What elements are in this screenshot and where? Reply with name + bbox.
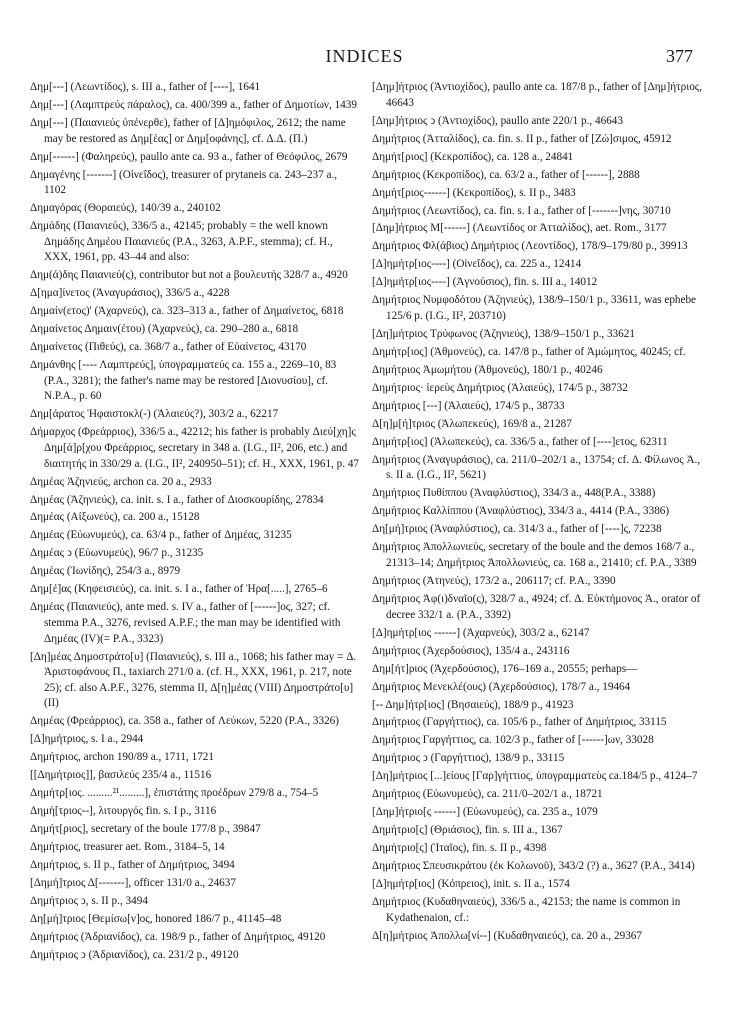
index-entry: Δημέας (Παιανιεύς), ante med. s. IV a., father of [------]ος, 327; cf. stemma P.A., 3276, revised A.P.F.; the man may be identified with Δημέας (IV)(= P.A., 3323) bbox=[30, 601, 341, 645]
index-entry: Δημαγένης [-------] (Οἰνεΐδος), treasurer of prytaneis ca. 243–237 a., 1102 bbox=[30, 168, 338, 197]
index-entry: [Δη]μήτριος [...]είους [Γαρ]γήττιος, ὑπογραμματεὺς ca.184/5 p., 4124–7 bbox=[372, 770, 698, 783]
index-entry: Δημήτριος (Ἀτηνεύς), 173/2 a., 206117; cf. P.A., 3390 bbox=[372, 575, 616, 587]
index-entry: Δημήτριος (Ἀτταλίδος), ca. fin. s. II p., father of [Ζώ]σιμος, 45912 bbox=[372, 132, 672, 145]
index-entry: Δ[ημα]ίνετος (Ἀναγυράσιος), 336/5 a., 4228 bbox=[30, 287, 230, 300]
page-title: INDICES bbox=[325, 46, 404, 66]
index-entry: Δημέας (Ἀζηνιεύς), ca. init. s. I a., father of Διοσκουρίδης, 27834 bbox=[30, 493, 324, 506]
index-entry: Δημήτριος (Εὐωνυμεύς), ca. 211/0–202/1 a., 18721 bbox=[372, 788, 603, 801]
index-entry: Δημήτριο[ς] (Ἰταῖος), fin. s. II p., 4398 bbox=[372, 842, 547, 855]
index-entry: Δημήτριος Ἀπολλωνιεύς, secretary of the boule and the demos 168/7 a., 21313–14; Δημήτριος Ἀπολλωνιεύς, ca. 168 a., 21410; cf. P.A., 3389 bbox=[372, 541, 697, 570]
index-entry: Δημάνθης [---- Λαμπτρεύς], ὑπογραμματεύς ca. 155 a., 2269–10, 83 (P.A., 3281); the father's name may be restored [Διονυσίου], cf. N.P.A., p. 60 bbox=[30, 359, 337, 403]
index-entry: Δημήτριος Ἀφ(ι)δναῖο(ς), 328/7 a., 4924; cf. Δ. Εὐκτήμονος Ἀ., orator of decree 332/1 a. (P.A., 3392) bbox=[372, 592, 701, 621]
index-entry: Δημαίν(ετος)' (Ἀχαρνεύς), ca. 323–313 a., father of Δημαίνετος, 6818 bbox=[30, 305, 344, 318]
index-entry: [Δημ]ήτριο[ς ------] (Εὐωνυμεύς), ca. 235 a., 1079 bbox=[372, 806, 598, 819]
index-entry: Δημ[άρατος Ἡφαιστοκλ(-) (Ἁλαιεύς?), 303/2 a., 62217 bbox=[30, 408, 279, 421]
index-entry: Δημ[ήτ]ριος (Ἀχερδούσιος), 176–169 a., 20555; perhaps— bbox=[372, 662, 638, 675]
index-entry: [Δημ]ήτριος Μ[------] (Λεωντίδος or Ἀτταλίδος), aet. Rom., 3177 bbox=[372, 222, 667, 235]
index-entry: Δημήτριος (Λεωντίδος), ca. fin. s. I a., father of [-------]νης, 30710 bbox=[372, 204, 671, 217]
index-entry: [Δη]μήτριος Τρύφωνος (Ἀζηνιεύς), 138/9–150/1 p., 33621 bbox=[372, 328, 635, 340]
index-entry: Δημήτριος Φλ(άβιος) Δημήτριος (Λεοντίδος), 178/9–179/80 p., 39913 bbox=[372, 240, 688, 253]
index-entry: Δημαγόρας (Θοραιεύς), 140/39 a., 240102 bbox=[30, 202, 221, 215]
index-entry: Δ[η]μ[ή]τριος (Ἀλωπεκεύς), 169/8 a., 21287 bbox=[372, 417, 572, 430]
index-entry: Δημήτρ[ιος] (Ἀλωπεκεύς), ca. 336/5 a., father of [----]ετος, 62311 bbox=[372, 435, 668, 448]
index-entry: Δημήτ[ριος] (Κεκροπίδος), ca. 128 a., 24841 bbox=[372, 150, 574, 163]
index-entry: Δημαίνετος (Πιθεύς), ca. 368/7 a., father of Εὐαίνετος, 43170 bbox=[30, 341, 307, 354]
index-entry: Δημαίνετος Δημαιν(έτου) (Ἀχαρνεύς), ca. 290–280 a., 6818 bbox=[30, 323, 299, 336]
index-entry: Δημήτριος Ἀμωμήτου (Ἀθμονεύς), 180/1 p., 40246 bbox=[372, 363, 603, 376]
index-entry: [Δη]μέας Δημοστράτο[υ] (Παιανιεύς), s. III a., 1068; his father may = Δ. Ἀριστοφάνους Π., taxiarch 271/0 a. (cf. H., XXX, 1961, p. 217, note 25); cf. also A.P.F., 3276, stemma II, Δ[η]μέας (VIII) Δημοστράτο[υ] (II) bbox=[30, 650, 357, 710]
index-entry: Δημήτριος (Κυδαθηναιεύς), 336/5 a., 42153; the name is common in Kydathenaion, cf.: bbox=[372, 896, 681, 924]
index-entry: Δημέας (Αἰξωνεύς), ca. 200 a., 15128 bbox=[30, 511, 200, 524]
index-entry: Δημέας (Εὐωνυμεύς), ca. 63/4 p., father of Δημέας, 31235 bbox=[30, 529, 292, 542]
page-number: 377 bbox=[666, 46, 693, 66]
index-entry: [Δημ]ήτριος ͻ (Ἀντιοχίδος), paullo ante 220/1 p., 46643 bbox=[372, 114, 623, 127]
index-entry: Δημ[---] (Λαμπτρεύς πάραλος), ca. 400/399 a., father of Δημοτίων, 1439 bbox=[30, 98, 357, 111]
index-entry: Δημήτριος· ἱερεὺς Δημήτριος (Ἁλαιεύς), 174/5 p., 38732 bbox=[372, 381, 628, 394]
index-entry: Δημήτριος (Ἀχερδούσιος), 135/4 a., 243116 bbox=[372, 644, 570, 657]
index-entry: Δημήτριος ͻ, s. II p., 3494 bbox=[30, 895, 148, 908]
index-entry: Δημέας ͻ (Εὐωνυμεύς), 96/7 p., 31235 bbox=[30, 547, 204, 560]
index-entry: Δημ[---] (Λεωντίδος), s. III a., father of [----], 1641 bbox=[30, 81, 261, 93]
index-entry: Δημήτ[ριος], secretary of the boule 177/8 p., 39847 bbox=[30, 823, 261, 836]
index-entry: Δημήτριος, archon 190/89 a., 1711, 1721 bbox=[30, 751, 214, 764]
index-entry: Δημήτριος Σπευσικράτου (ἐκ Κολωνοῦ), 343/2 (?) a., 3627 (P.A., 3414) bbox=[372, 860, 695, 873]
index-entry: [[Δημήτριος]], βασιλεύς 235/4 a., 11516 bbox=[30, 769, 212, 782]
index-entry: Δημήτριος ͻ (Ἁδριανίδος), ca. 231/2 p., 49120 bbox=[30, 949, 239, 962]
index-entry: Δημ(ά)δης Παιανιεύ(ς), contributor but not a βουλευτής 328/7 a., 4920 bbox=[30, 269, 348, 282]
index-entry: Δήμαρχος (Φρεάρριος), 336/5 a., 42212; his father is probably Διεύ[χη]ς Δημ[ά]ρ[χου Φρεάρριος, secretary in 348 a. (I.G., II², 206, etc.) and διαιτητής in 330/29 a. (I.G., II², 240950–51); cf. H., XXX, 1961, p. 47 bbox=[30, 426, 360, 470]
index-entry: Δημήτ[ριος------] (Κεκροπίδος), s. II p., 3483 bbox=[372, 186, 576, 199]
index-entry: Δημήτριος, s. II p., father of Δημήτριος, 3494 bbox=[30, 859, 235, 872]
index-entry: [Δημ]ήτριος (Ἀντιοχίδος), paullo ante ca. 187/8 p., father of [Δημ]ήτριος, 46643 bbox=[372, 81, 703, 109]
index-entry: Δημήτρ[ιος] (Ἀθμονεύς), ca. 147/8 p., father of Ἀμώμητος, 40245; cf. bbox=[372, 345, 686, 358]
index-entry: Δ[η]μήτριος Ἀπολλω[νί--] (Κυδαθηναιεύς), ca. 20 a., 29367 bbox=[372, 929, 642, 942]
index-entry: Δημήτριος Καλλίππου (Ἀναφλύστιος), 334/3 a., 4414 (P.A., 3386) bbox=[372, 505, 670, 518]
index-entry: Δημήτριος [---] (Ἁλαιεύς), 174/5 p., 38733 bbox=[372, 399, 565, 412]
index-entry: Δημήτριος (Ἁδριανίδος), ca. 198/9 p., father of Δημήτριος, 49120 bbox=[30, 931, 326, 944]
index-entry: Δημήτριος (Γαργήττιος), ca. 105/6 p., father of Δημήτριος, 33115 bbox=[372, 716, 667, 729]
running-head bbox=[0, 46, 729, 70]
index-entry: Δημέας (Φρεάρριος), ca. 358 a., father of Λεύκων, 5220 (P.A., 3326) bbox=[30, 715, 339, 728]
index-entry: Δημήτρ[ιος. .........²¹.........], ἐπιστάτης προέδρων 279/8 a., 754–5 bbox=[30, 787, 319, 800]
index-entry: [Δ]ημήτρ[ιος----] (Ἀγνούσιος), fin. s. III a., 14012 bbox=[372, 276, 598, 289]
index-entry: Δημ[έ]ας (Κηφεισιεύς), ca. init. s. I a., father of Ἡρα[.....], 2765–6 bbox=[30, 583, 328, 596]
index-entry: Δημ[------] (Φαληρεύς), paullo ante ca. 93 a., father of Θεόφιλος, 2679 bbox=[30, 150, 348, 163]
index-entry: Δημήτριος Πυθίππου (Ἀναφλύστιος), 334/3 a., 448(P.A., 3388) bbox=[372, 487, 656, 500]
index-entry: Δη[μή]τριος [Θεμίσω[ν]ος, honored 186/7 p., 41145–48 bbox=[30, 913, 282, 926]
index-entry: Δημήτριος Νυμφοδότου (Ἀζηνιεύς), 138/9–150/1 p., 33611, was ephebe 125/6 p. (I.G., II², 203710) bbox=[372, 294, 697, 323]
index-entry: Δημή[τριος--], λιτουργός fin. s. I p., 3116 bbox=[30, 805, 217, 818]
index-entry: Δημάδης (Παιανιεύς), 336/5 a., 42145; probably = the well known Δημάδης Δημέου Παιανιεύς (P.A., 3263, A.P.F., stemma); cf. H., XXX, 1961, pp. 43–44 and also: bbox=[30, 220, 333, 264]
index-entry: Δημήτριος (Ἀναγυράσιος), ca. 211/0–202/1 a., 13754; cf. Δ. Φίλωνος Ἀ., s. II a. (I.G., II², 5621) bbox=[372, 453, 701, 482]
index-entry: Δημ[---] (Παιανιεύς ὑπένερθε), father of [Δ]ημόφιλος, 2612; the name may be restored as Δημ[έας] or Δημ[οφάνης], cf. Δ.Δ. (Π.) bbox=[30, 116, 346, 145]
left-column bbox=[30, 80, 360, 1024]
index-entry: [Δ]ημήτρ[ιος ------] (Ἀχαρνεύς), 303/2 a., 62147 bbox=[372, 626, 590, 639]
index-entry: [Δημή]τριος Δ[-------], officer 131/0 a., 24637 bbox=[30, 877, 236, 890]
right-column bbox=[372, 80, 708, 1024]
index-entry: Δημήτριος ͻ (Γαργήττιος), 138/9 p., 33115 bbox=[372, 752, 565, 765]
index-entry: Δημήτριο[ς] (Θριάσιος), fin. s. III a., 1367 bbox=[372, 824, 563, 837]
index-entry: Δημήτριος Γαργήττιος, ca. 102/3 p., father of [------]ων, 33028 bbox=[372, 734, 654, 747]
index-entry: [Δ]ημήτριος, s. I a., 2944 bbox=[30, 733, 144, 746]
index-entry: [-- Δημ]ήτρ[ιος] (Βησαιεύς), 188/9 p., 41923 bbox=[372, 698, 574, 711]
index-entry: Δημήτριος Μενεκλέ(ους) (Ἀχερδούσιος), 178/7 a., 19464 bbox=[372, 680, 631, 693]
index-entry: Δημέας Ἀζηνιεύς, archon ca. 20 a., 2933 bbox=[30, 475, 212, 488]
index-entry: Δημήτριος (Κεκροπίδος), ca. 63/2 a., father of [------], 2888 bbox=[372, 168, 640, 181]
index-entry: Δημήτριος, treasurer aet. Rom., 3184–5, 14 bbox=[30, 841, 225, 854]
index-entry: [Δ]ημήτρ[ιος] (Κόπρειος), init. s. II a., 1574 bbox=[372, 878, 570, 891]
index-entry: Δημέας (Ἰωνίδης), 254/3 a., 8979 bbox=[30, 565, 181, 578]
index-entry: [Δ]ημήτρ[ιος----] (Οἰνεΐδος), ca. 225 a., 12414 bbox=[372, 258, 582, 271]
index-entry: Δη[μή]τριος (Ἀναφλύστιος), ca. 314/3 a., father of [----]ς, 72238 bbox=[372, 523, 662, 536]
